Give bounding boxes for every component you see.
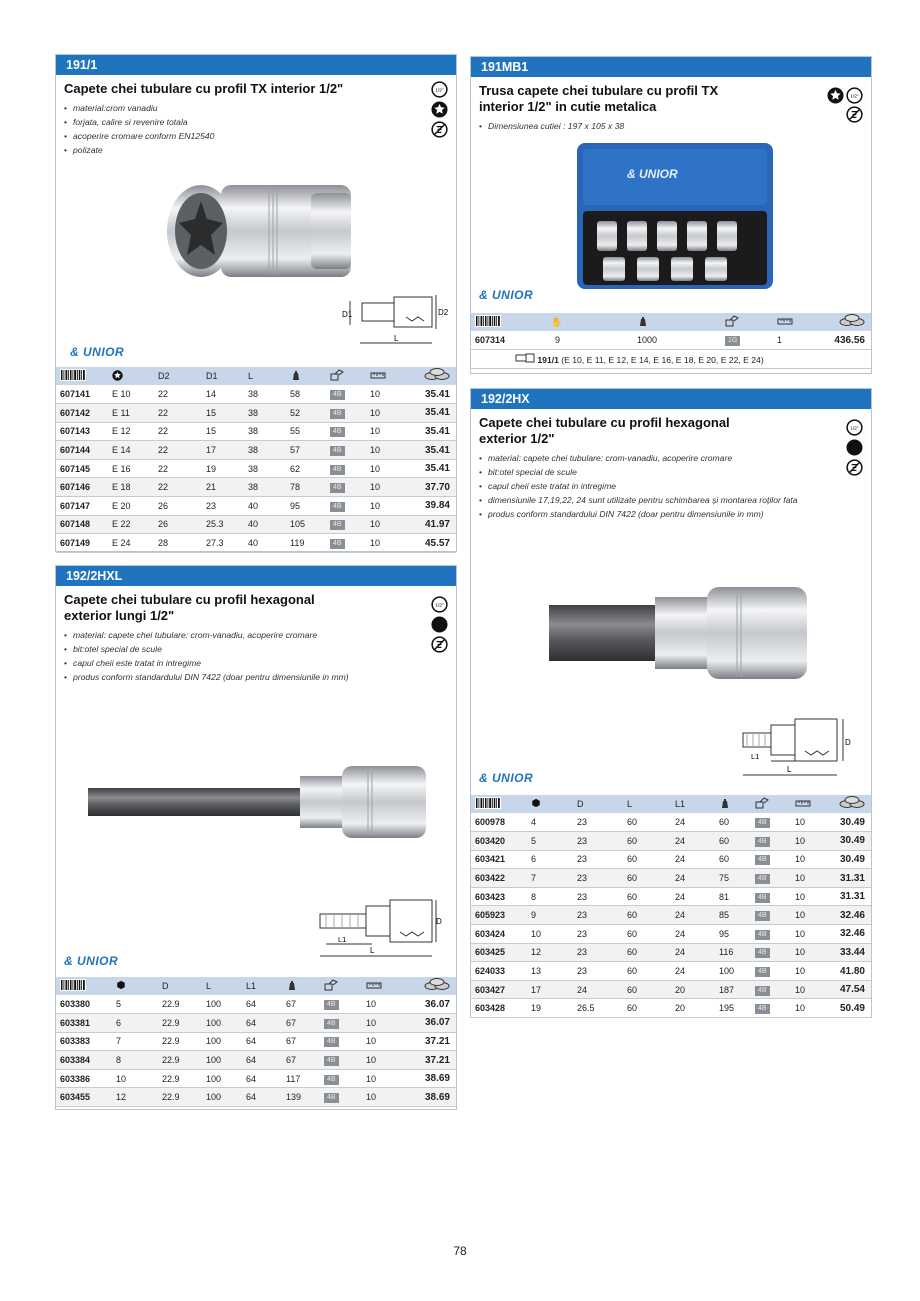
product-table — [56, 367, 456, 553]
page-number: 78 — [453, 1244, 467, 1258]
feature-list — [64, 628, 456, 684]
set-contents-code: 191/1 — [537, 354, 559, 365]
product-panel-191mb1 — [470, 56, 872, 374]
drive-half-inch-icon — [431, 81, 448, 98]
svg-text:1/2": 1/2" — [435, 88, 444, 94]
product-table — [471, 313, 871, 369]
table-row: 600978 4 23 60 24 60 4B 10 30.49 — [471, 813, 871, 832]
table-row: 603422 7 23 60 24 75 4B 10 31.31 — [471, 869, 871, 888]
package-column-icon — [320, 977, 362, 995]
price-column-icon — [827, 313, 871, 331]
feature-item: • bit:otel special de scule — [64, 642, 456, 656]
table-row: 603381 6 22.9 100 64 67 4B 10 36.07 — [56, 1014, 456, 1033]
package-column-icon — [721, 313, 773, 331]
feature-list — [64, 101, 456, 157]
hexagon-profile-icon — [431, 616, 448, 633]
svg-text:L: L — [394, 334, 399, 343]
table-row: 607144 E 14 22 17 38 57 4B 10 35.41 — [56, 441, 456, 460]
torx-profile-icon — [827, 87, 844, 104]
svg-text:L: L — [787, 765, 792, 774]
table-header-row — [56, 977, 456, 995]
quantity-column-icon — [366, 367, 408, 385]
set-contents-sizes: (E 10, E 11, E 12, E 14, E 16, E 18, E 20, E 22, E 24) — [561, 354, 764, 365]
quantity-column-icon — [773, 313, 827, 331]
hex-socket-dimension-diagram — [739, 715, 855, 777]
product-table-body — [471, 813, 871, 1018]
svg-text:D1: D1 — [342, 310, 353, 319]
column-d1: D1 — [202, 367, 244, 385]
weight-column-icon — [633, 313, 721, 331]
feature-item: • produs conform standardului DIN 7422 (doar pentru dimensiunile in mm) — [64, 670, 456, 684]
metal-case-product-photo — [575, 141, 775, 291]
svg-text:1/2": 1/2" — [435, 603, 444, 609]
product-table-body — [56, 385, 456, 552]
table-row: 603386 10 22.9 100 64 117 4B 10 38.69 — [56, 1069, 456, 1088]
feature-icons — [431, 596, 448, 653]
feature-icons — [827, 87, 863, 123]
column-d: D — [158, 977, 202, 995]
unior-logo: & UNIOR — [64, 954, 119, 968]
svg-text:1/2": 1/2" — [850, 94, 859, 100]
package-column-icon — [326, 367, 366, 385]
socket-product-photo — [161, 179, 371, 284]
product-title: Capete chei tubulare cu profil TX interior 1/2" — [64, 81, 344, 96]
product-code-header: 191/1 — [56, 55, 456, 75]
table-row: 605923 9 23 60 24 85 4B 10 32.46 — [471, 906, 871, 925]
feature-item: • forjata, calire si revenire totala — [64, 115, 456, 129]
product-panel-192-2hx — [470, 388, 872, 1018]
table-header-row — [56, 367, 456, 385]
svg-text:D: D — [845, 738, 851, 747]
product-panel-192-2hxl — [55, 565, 457, 1110]
table-row: 603428 19 26.5 60 20 195 4B 10 50.49 — [471, 999, 871, 1018]
product-title: Capete chei tubulare cu profil hexagonal exterior lungi 1/2" — [64, 592, 315, 623]
article-code-column-icon — [56, 367, 108, 385]
pieces-column-icon: ✋ — [547, 313, 633, 331]
feature-item: • bit:otel special de scule — [479, 465, 809, 479]
feature-item: • dimensiunile 17,19,22, 24 sunt utilizate pentru schimbarea și montarea roților fata — [479, 493, 809, 507]
table-row: 603424 10 23 60 24 95 4B 10 32.46 — [471, 925, 871, 944]
product-table — [56, 977, 456, 1107]
table-row: 603423 8 23 60 24 81 4B 10 31.31 — [471, 887, 871, 906]
table-row: 603383 7 22.9 100 64 67 4B 10 37.21 — [56, 1032, 456, 1051]
product-table-body — [56, 995, 456, 1107]
torx-profile-icon — [431, 101, 448, 118]
column-l1: L1 — [242, 977, 282, 995]
svg-text:D2: D2 — [438, 308, 449, 317]
feature-list — [479, 119, 871, 133]
table-row: 624033 13 23 60 24 100 4B 10 41.80 — [471, 962, 871, 981]
no-chrome-icon — [846, 106, 863, 123]
socket-icon — [515, 353, 535, 363]
table-row: 607314 9 1000 1G 1 436.56 — [471, 331, 871, 350]
hex-size-column-icon — [112, 977, 158, 995]
hex-bit-socket-photo — [547, 585, 817, 685]
product-code-header: 191MB1 — [471, 57, 871, 77]
table-row: 607142 E 11 22 15 38 52 4B 10 35.41 — [56, 404, 456, 423]
product-code-header: 192/2HX — [471, 389, 871, 409]
svg-text:1/2": 1/2" — [850, 426, 859, 432]
table-row: 607148 E 22 26 25.3 40 105 4B 10 41.97 — [56, 515, 456, 534]
unior-logo: & UNIOR — [479, 771, 534, 785]
hex-size-column-icon — [527, 795, 573, 813]
feature-item: • material:crom vanadiu — [64, 101, 456, 115]
feature-item: • produs conform standardului DIN 7422 (doar pentru dimensiunile in mm) — [479, 507, 809, 521]
svg-text:L1: L1 — [338, 935, 347, 944]
feature-item: • polizate — [64, 143, 456, 157]
product-title: Capete chei tubulare cu profil hexagonal exterior 1/2" — [479, 415, 730, 446]
table-header-row — [471, 795, 871, 813]
product-panel-191-1 — [55, 54, 457, 552]
quantity-column-icon — [362, 977, 402, 995]
feature-item: • capul cheii este tratat in intregime — [479, 479, 809, 493]
product-title: Trusa capete chei tubulare cu profil TX interior 1/2" in cutie metalica — [479, 83, 719, 114]
price-column-icon — [408, 367, 456, 385]
feature-list — [479, 451, 809, 521]
weight-column-icon — [715, 795, 751, 813]
unior-logo: & UNIOR — [479, 288, 534, 302]
column-l1: L1 — [671, 795, 715, 813]
package-column-icon — [751, 795, 791, 813]
table-row: 607143 E 12 22 15 38 55 4B 10 35.41 — [56, 422, 456, 441]
drive-half-inch-icon — [846, 87, 863, 104]
torx-size-column-icon — [108, 367, 154, 385]
quantity-column-icon — [791, 795, 831, 813]
feature-item: • Dimensiunea cutiei : 197 x 105 x 38 — [479, 119, 871, 133]
svg-text:& UNIOR: & UNIOR — [627, 167, 678, 181]
table-row: 603420 5 23 60 24 60 4B 10 30.49 — [471, 832, 871, 851]
column-d: D — [573, 795, 623, 813]
table-row: 603455 12 22.9 100 64 139 4B 10 38.69 — [56, 1088, 456, 1107]
article-code-column-icon — [56, 977, 112, 995]
article-code-column-icon — [471, 795, 527, 813]
drive-half-inch-icon — [431, 596, 448, 613]
column-l: L — [623, 795, 671, 813]
table-row: 603421 6 23 60 24 60 4B 10 30.49 — [471, 850, 871, 869]
feature-icons — [431, 81, 448, 138]
svg-text:L: L — [370, 946, 375, 955]
no-chrome-icon — [846, 459, 863, 476]
table-row: 603380 5 22.9 100 64 67 4B 10 36.07 — [56, 995, 456, 1014]
unior-logo: & UNIOR — [70, 345, 125, 359]
table-row: 607141 E 10 22 14 38 58 4B 10 35.41 — [56, 385, 456, 404]
column-l: L — [202, 977, 242, 995]
feature-icons — [846, 419, 863, 476]
weight-column-icon — [286, 367, 326, 385]
price-column-icon — [831, 795, 871, 813]
product-table — [471, 795, 871, 1018]
table-row: 607149 E 24 28 27.3 40 119 4B 10 45.57 — [56, 534, 456, 553]
weight-column-icon — [282, 977, 320, 995]
hexagon-profile-icon — [846, 439, 863, 456]
feature-item: • material: capete chei tubulare: crom-vanadiu, acoperire cromare — [479, 451, 809, 465]
price-column-icon — [402, 977, 456, 995]
table-row: 603427 17 24 60 20 187 4B 10 47.54 — [471, 980, 871, 999]
feature-item: • acoperire cromare conform EN12540 — [64, 129, 456, 143]
column-l: L — [244, 367, 286, 385]
set-contents-row — [471, 350, 871, 369]
long-hex-bit-socket-photo — [86, 762, 436, 842]
table-header-row — [471, 313, 871, 331]
column-d2: D2 — [154, 367, 202, 385]
drive-half-inch-icon — [846, 419, 863, 436]
table-row: 607145 E 16 22 19 38 62 4B 10 35.41 — [56, 459, 456, 478]
product-code-header: 192/2HXL — [56, 566, 456, 586]
feature-item: • capul cheii este tratat in intregime — [64, 656, 456, 670]
socket-dimension-diagram — [336, 291, 452, 351]
svg-text:L1: L1 — [751, 752, 760, 761]
table-row: 607147 E 20 26 23 40 95 4B 10 39.84 — [56, 497, 456, 516]
no-chrome-icon — [431, 121, 448, 138]
feature-item: • material: capete chei tubulare: crom-vanadiu, acoperire cromare — [64, 628, 456, 642]
long-hex-socket-dimension-diagram — [316, 896, 446, 960]
table-row: 603425 12 23 60 24 116 4B 10 33.44 — [471, 943, 871, 962]
no-chrome-icon — [431, 636, 448, 653]
article-code-column-icon — [471, 313, 547, 331]
table-row: 603384 8 22.9 100 64 67 4B 10 37.21 — [56, 1051, 456, 1070]
table-row: 607146 E 18 22 21 38 78 4B 10 37.70 — [56, 478, 456, 497]
svg-text:D: D — [436, 917, 442, 926]
